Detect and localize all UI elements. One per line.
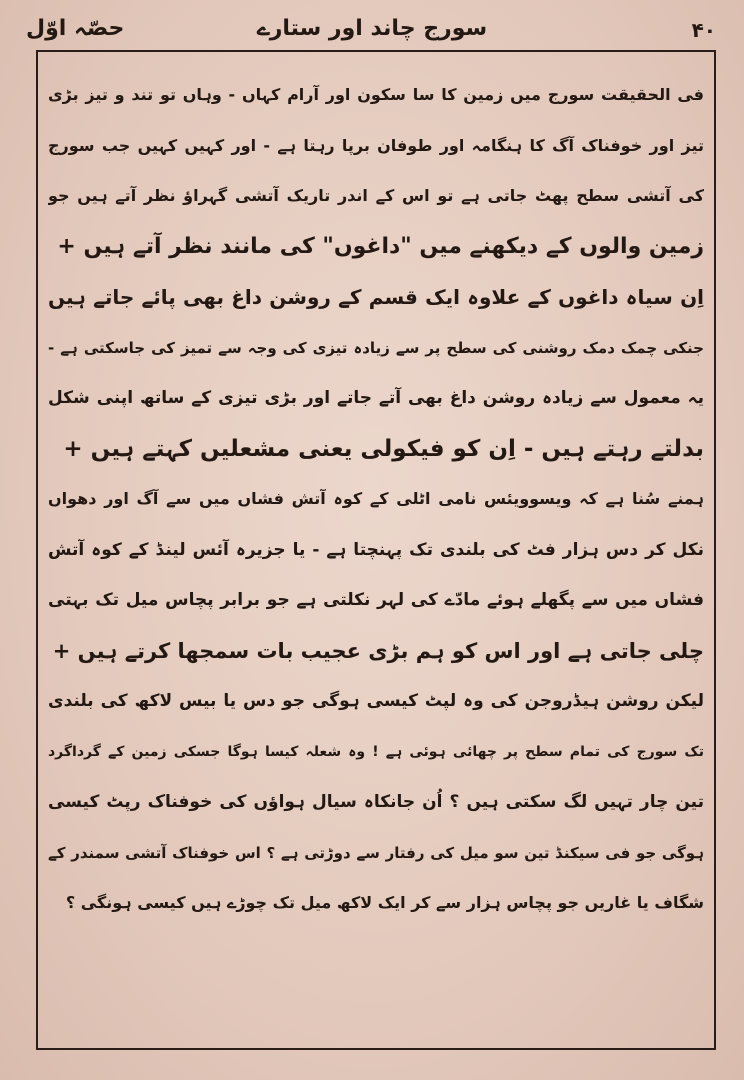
text-line: تین چار تہیں لگ سکتی ہیں ؟ اُن جانکاہ سیال ہواؤں کی خوفناک رپٹ کیسی [48,792,704,812]
text-line: کی آتشی سطح پھٹ جاتی ہے تو اس کے اندر تاریک آتشی گہراؤ نظر آتے ہیں جو [48,186,704,205]
text-line: لیکن روشن ہیڈروجن کی وہ لپٹ کیسی ہوگی جو دس یا بیس لاکھ کی بلندی [48,691,704,711]
text-line: تیز اور خوفناک آگ کا ہنگامہ اور طوفان برپا رہتا ہے - اور کہیں کہیں جب سورج [48,135,704,155]
text-line: زمین والوں کے دیکھنے میں "داغوں" کی مانند نظر آتے ہیں + [57,233,704,259]
text-line: نکل کر دس ہزار فٹ کی بلندی تک پہنچتا ہے - یا جزیرہ آئس لینڈ کے کوہ آتش [48,539,704,560]
text-line: ہمنے سُنا ہے کہ ویسوویئس نامی اٹلی کے کوہ آتش فشاں میں سے آگ اور دھواں [48,489,704,508]
text-line: اِن سیاہ داغوں کے علاوہ ایک قسم کے روشن داغ بھی پائے جاتے ہیں [48,285,704,309]
running-title: سورج چاند اور ستارے [256,16,488,41]
text-line: تک سورج کی تمام سطح پر چھائی ہوئی ہے ! وہ شعلہ کیسا ہوگا جسکی زمین کے گرداگرد [48,743,704,760]
text-line: جنکی چمک دمک روشنی کی سطح پر سے زیادہ تیزی کی وجہ سے تمیز کی جاسکتی ہے - [48,338,704,357]
text-line: ہوگی جو فی سیکنڈ تین سو میل کی رفتار سے دوڑتی ہے ؟ اس خوفناک آتشی سمندر کے [48,843,704,862]
body-text [48,70,704,929]
text-line: یہ معمول سے زیادہ روشن داغ بھی آتے جاتے اور بڑی تیزی کے ساتھ اپنی شکل [48,388,704,408]
text-line: بدلتے رہتے ہیں - اِن کو فیکولی یعنی مشعلیں کہتے ہیں + [63,435,704,462]
text-line: چلی جاتی ہے اور اس کو ہم بڑی عجیب بات سمجھا کرتے ہیں + [52,638,704,663]
section-label: حصّہ اوّل [26,16,125,41]
text-line: فشاں میں سے پگھلے ہوئے مادّے کی لہر نکلتی ہے جو برابر پچاس میل تک بہتی [48,590,704,610]
text-line: فی الحقیقت سورج میں زمین کا سا سکون اور آرام کہاں - وہاں تو تند و تیز بڑی [48,85,704,104]
page-header [18,10,726,50]
page-number: ۴۰ [691,18,716,42]
text-line: شگاف یا غاریں جو پچاس ہزار سے کر ایک لاکھ میل تک چوڑے ہیں کیسی ہونگی ؟ [65,893,704,912]
